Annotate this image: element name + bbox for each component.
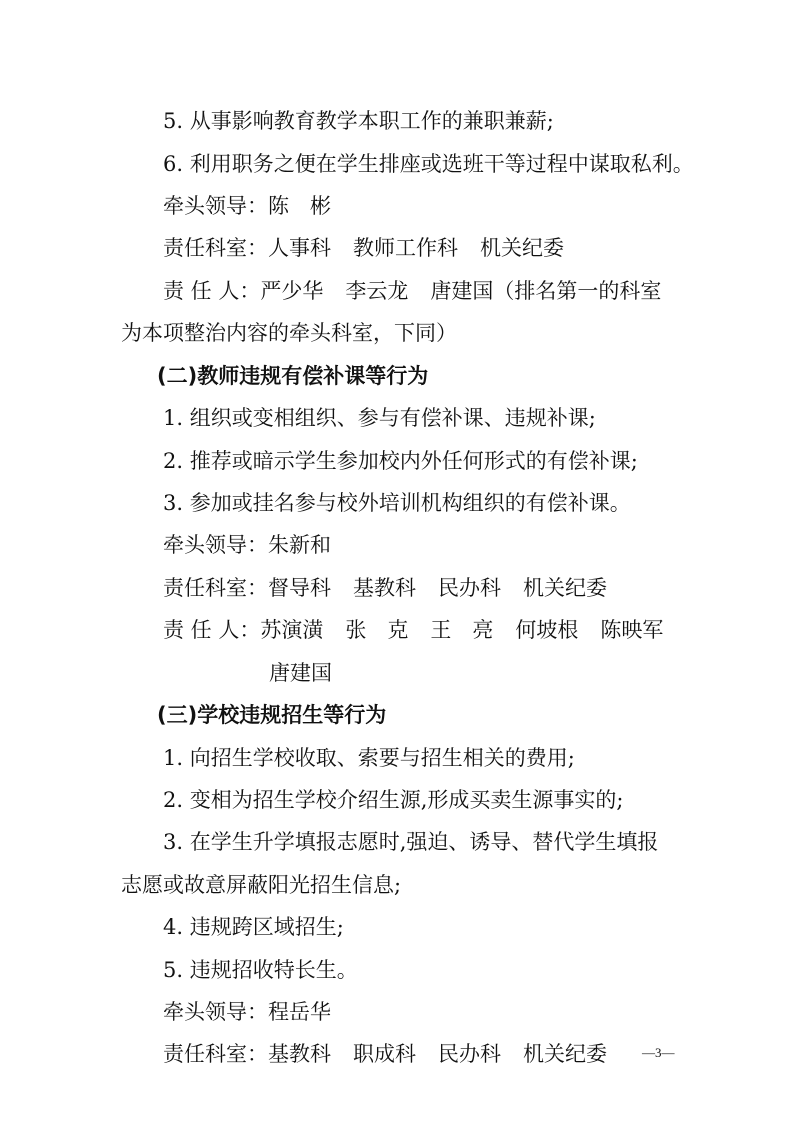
person-name: 唐建国 — [430, 279, 494, 303]
lead-leader-label: 牵头领导： — [163, 194, 268, 218]
person-name: 苏演潢 — [260, 618, 324, 642]
list-item-1: 1. 向招生学校收取、索要与招生相关的费用; — [163, 746, 575, 770]
dept-name: 民办科 — [438, 1042, 501, 1066]
responsible-dept-label: 责任科室： — [163, 236, 268, 260]
list-item-3: 3. 参加或挂名参与校外培训机构组织的有偿补课。 — [163, 491, 631, 515]
page-number: —3— — [642, 1045, 675, 1060]
lead-leader-line — [163, 1002, 331, 1023]
person-name: 严少华 — [260, 279, 324, 303]
dept-name: 教师工作科 — [353, 236, 458, 260]
lead-leader-name: 朱新和 — [268, 533, 331, 557]
person-name: 王 亮 — [430, 618, 494, 642]
lead-leader-label: 牵头领导： — [163, 533, 268, 557]
list-item-4: 4. 违规跨区域招生; — [163, 915, 344, 939]
responsible-dept-label: 责任科室： — [163, 1042, 268, 1066]
person-name: 何坡根 — [515, 618, 579, 642]
list-item-6: 6. 利用职务之便在学生排座或选班干等过程中谋取私利。 — [163, 152, 694, 176]
list-item-3-continued: 志愿或故意屏蔽阳光招生信息; — [121, 873, 402, 897]
dept-name: 机关纪委 — [523, 1042, 607, 1066]
responsible-dept-line — [163, 1044, 607, 1065]
responsible-person-label: 责 任 人： — [163, 618, 261, 642]
persons-note-continued: 为本项整治内容的牵头科室，下同） — [121, 321, 457, 345]
list-item-1: 1. 组织或变相组织、参与有偿补课、违规补课; — [163, 406, 596, 430]
dept-name: 督导科 — [268, 576, 331, 600]
dept-name: 基教科 — [353, 576, 416, 600]
responsible-dept-label: 责任科室： — [163, 576, 268, 600]
list-item-5: 5. 从事影响教育教学本职工作的兼职兼薪; — [163, 109, 554, 133]
section-heading: (三)学校违规招生等行为 — [157, 703, 387, 727]
dept-name: 机关纪委 — [523, 576, 607, 600]
list-item-3: 3. 在学生升学填报志愿时,强迫、诱导、替代学生填报 — [163, 830, 659, 854]
lead-leader-line — [163, 535, 331, 556]
person-name: 李云龙 — [345, 279, 409, 303]
responsible-person-line — [163, 620, 663, 641]
responsible-person-line — [163, 281, 661, 302]
person-name: 张 克 — [345, 618, 409, 642]
section-heading: (二)教师违规有偿补课等行为 — [157, 364, 429, 388]
dept-name: 人事科 — [268, 236, 331, 260]
lead-leader-name: 陈 彬 — [268, 194, 331, 218]
lead-leader-name: 程岳华 — [268, 1000, 331, 1024]
dept-name: 基教科 — [268, 1042, 331, 1066]
person-name-continued: 唐建国 — [269, 661, 332, 685]
list-item-2: 2. 推荐或暗示学生参加校内外任何形式的有偿补课; — [163, 449, 638, 473]
persons-note: （排名第一的科室 — [493, 279, 662, 303]
dept-name: 职成科 — [353, 1042, 416, 1066]
responsible-person-label: 责 任 人： — [163, 279, 261, 303]
dept-name: 民办科 — [438, 576, 501, 600]
lead-leader-label: 牵头领导： — [163, 1000, 268, 1024]
list-item-5: 5. 违规招收特长生。 — [163, 958, 358, 982]
dept-name: 机关纪委 — [480, 236, 564, 260]
lead-leader-line — [163, 196, 331, 217]
responsible-dept-line — [163, 578, 607, 599]
responsible-dept-line — [163, 238, 564, 259]
list-item-2: 2. 变相为招生学校介绍生源,形成买卖生源事实的; — [163, 788, 624, 812]
person-name: 陈映军 — [600, 618, 664, 642]
